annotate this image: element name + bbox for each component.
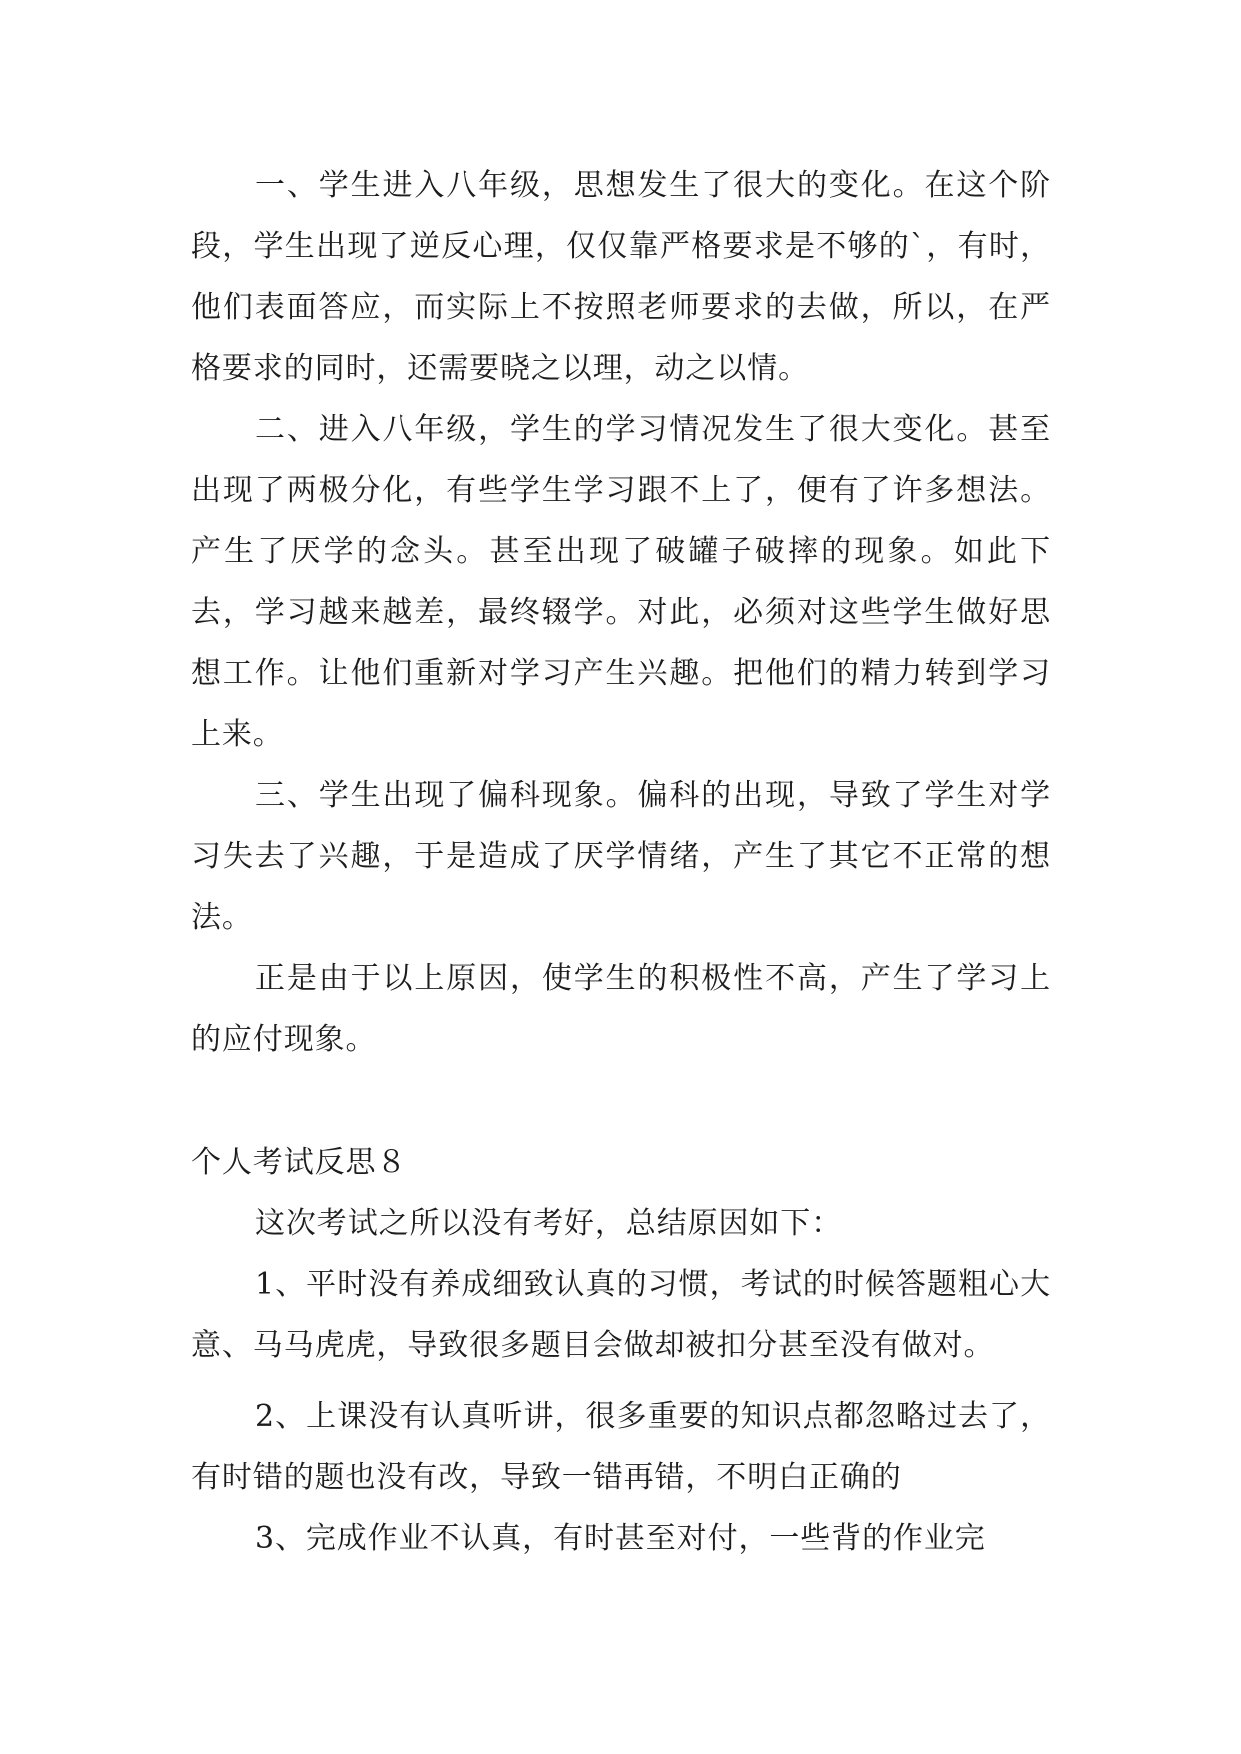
paragraph-reason-3: 三、学生出现了偏科现象。偏科的出现，导致了学生对学习失去了兴趣，于是造成了厌学情绪，产生了其它不正常的想法。 bbox=[191, 778, 1051, 935]
section-title: 个人考试反思８ bbox=[191, 1145, 408, 1180]
paragraph-item-3: 3、完成作业不认真，有时甚至对付，一些背的作业完 bbox=[255, 1521, 986, 1556]
paragraph-item-2: 2、上课没有认真听讲，很多重要的知识点都忽略过去了，有时错的题也没有改，导致一错再错，不明白正确的 bbox=[191, 1399, 1051, 1495]
document-body bbox=[191, 155, 1051, 1569]
paragraph-item-1: 1、平时没有养成细致认真的习惯，考试的时候答题粗心大意、马马虎虎，导致很多题目会做却被扣分甚至没有做对。 bbox=[191, 1267, 1051, 1363]
paragraph-conclusion: 正是由于以上原因，使学生的积极性不高，产生了学习上的应付现象。 bbox=[191, 961, 1051, 1057]
paragraph-reason-2: 二、进入八年级，学生的学习情况发生了很大变化。甚至出现了两极分化，有些学生学习跟不上了，便有了许多想法。产生了厌学的念头。甚至出现了破罐子破摔的现象。如此下去，学习越来越差，最终辍学。对此，必须对这些学生做好思想工作。让他们重新对学习产生兴趣。把他们的精力转到学习上来。 bbox=[191, 412, 1051, 752]
paragraph-reason-1: 一、学生进入八年级，思想发生了很大的变化。在这个阶段，学生出现了逆反心理，仅仅靠严格要求是不够的`，有时，他们表面答应，而实际上不按照老师要求的去做，所以，在严格要求的同时，还需要晓之以理，动之以情。 bbox=[191, 168, 1051, 386]
paragraph-intro: 这次考试之所以没有考好，总结原因如下： bbox=[255, 1206, 843, 1241]
